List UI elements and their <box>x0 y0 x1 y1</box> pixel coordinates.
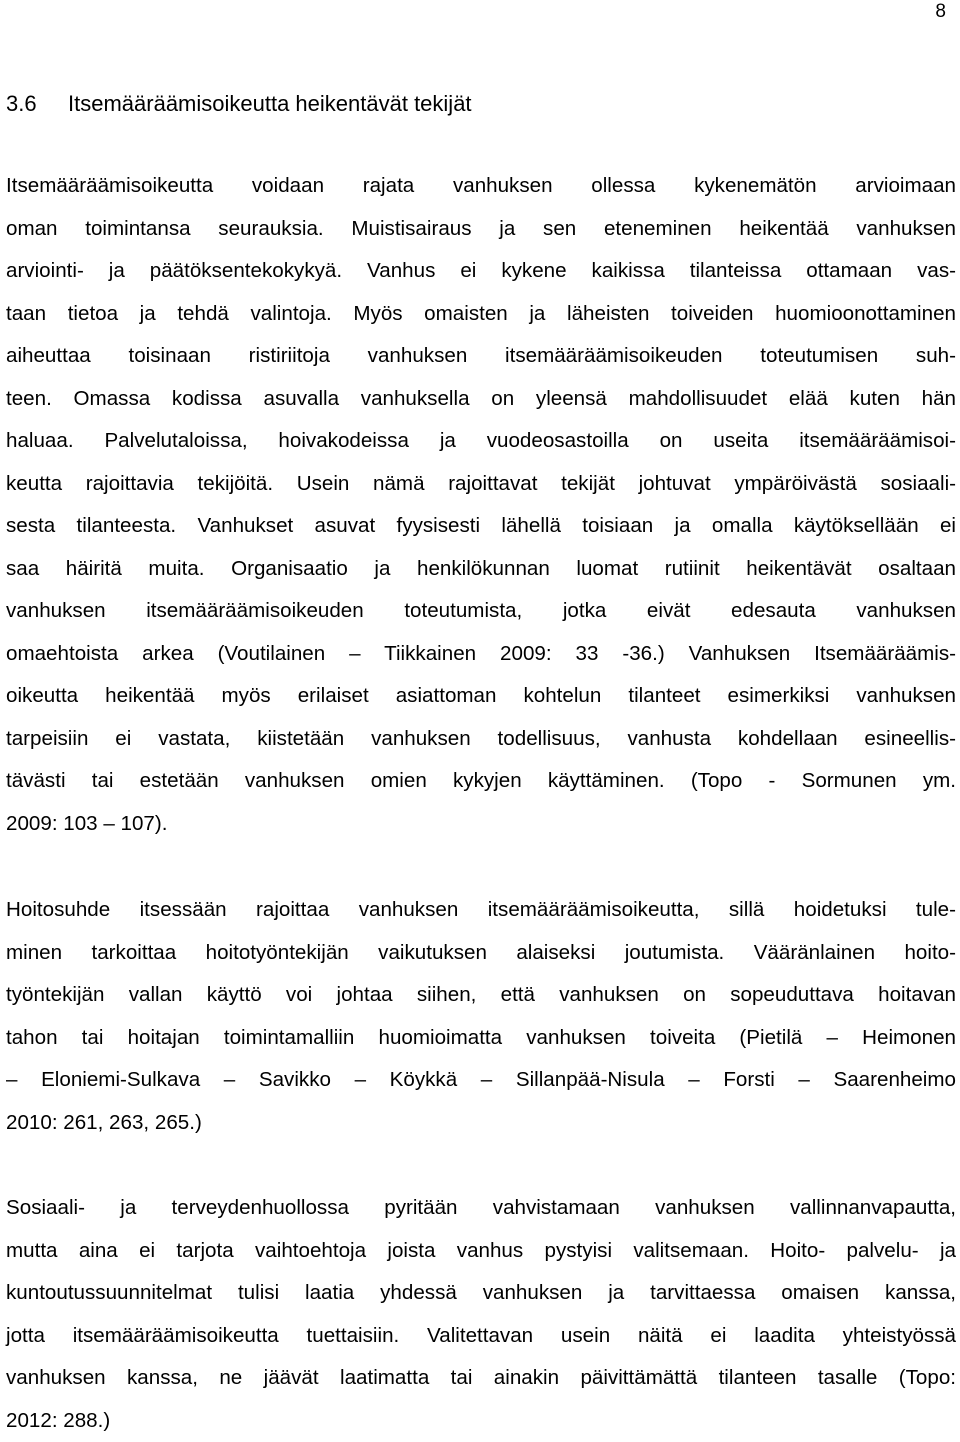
paragraph-3 <box>6 1187 956 1442</box>
text-line: haluaa. Palvelutaloissa, hoivakodeissa ja vuodeosastoilla on useita itsemääräämisoi- <box>6 420 956 463</box>
text-line: mutta aina ei tarjota vaihtoehtoja joista vanhus pystyisi valitsemaan. Hoito- palvelu- ja <box>6 1230 956 1273</box>
text-line: vanhuksen itsemääräämisoikeuden toteutumista, jotka eivät edesauta vanhuksen <box>6 590 956 633</box>
text-line: Hoitosuhde itsessään rajoittaa vanhuksen itsemääräämisoikeutta, sillä hoidetuksi tule- <box>6 889 956 932</box>
text-line: – Eloniemi-Sulkava – Savikko – Köykkä – Sillanpää-Nisula – Forsti – Saarenheimo <box>6 1059 956 1102</box>
text-line: minen tarkoittaa hoitotyöntekijän vaikutuksen alaiseksi joutumista. Vääränlainen hoito- <box>6 932 956 975</box>
paragraph-2 <box>6 889 956 1144</box>
text-line: teen. Omassa kodissa asuvalla vanhuksella on yleensä mahdollisuudet elää kuten hän <box>6 378 956 421</box>
text-line: oman toimintansa seurauksia. Muistisairaus ja sen eteneminen heikentää vanhuksen <box>6 208 956 251</box>
text-line: kuntoutussuunnitelmat tulisi laatia yhdessä vanhuksen ja tarvittaessa omaisen kanssa, <box>6 1272 956 1315</box>
text-line: työntekijän vallan käyttö voi johtaa siihen, että vanhuksen on sopeuduttava hoitavan <box>6 974 956 1017</box>
text-line: tävästi tai estetään vanhuksen omien kykyjen käyttäminen. (Topo - Sormunen ym. <box>6 760 956 803</box>
text-line: tarpeisiin ei vastata, kiistetään vanhuksen todellisuus, vanhusta kohdellaan esineellis- <box>6 718 956 761</box>
text-line: Sosiaali- ja terveydenhuollossa pyritään vahvistamaan vanhuksen vallinnanvapautta, <box>6 1187 956 1230</box>
section-number: 3.6 <box>6 90 68 118</box>
text-line: omaehtoista arkea (Voutilainen – Tiikkainen 2009: 33 -36.) Vanhuksen Itsemääräämis- <box>6 633 956 676</box>
section-title: Itsemääräämisoikeutta heikentävät tekijät <box>68 91 472 116</box>
text-line: saa häiritä muita. Organisaatio ja henkilökunnan luomat rutiinit heikentävät osaltaan <box>6 548 956 591</box>
section-heading <box>6 90 472 118</box>
text-line: tahon tai hoitajan toimintamalliin huomioimatta vanhuksen toiveita (Pietilä – Heimonen <box>6 1017 956 1060</box>
text-line: oikeutta heikentää myös erilaiset asiattoman kohtelun tilanteet esimerkiksi vanhuksen <box>6 675 956 718</box>
text-line: taan tietoa ja tehdä valintoja. Myös omaisten ja läheisten toiveiden huomioonottaminen <box>6 293 956 336</box>
text-line: 2012: 288.) <box>6 1400 956 1442</box>
text-line: arviointi- ja päätöksentekokykyä. Vanhus ei kykene kaikissa tilanteissa ottamaan vas- <box>6 250 956 293</box>
text-line: aiheuttaa toisinaan ristiriitoja vanhuksen itsemääräämisoikeuden toteutumisen suh- <box>6 335 956 378</box>
paragraph-1 <box>6 165 956 845</box>
text-line: keutta rajoittavia tekijöitä. Usein nämä rajoittavat tekijät johtuvat ympäröivästä sosiaali- <box>6 463 956 506</box>
text-line: Itsemääräämisoikeutta voidaan rajata vanhuksen ollessa kykenemätön arvioimaan <box>6 165 956 208</box>
text-line: vanhuksen kanssa, ne jäävät laatimatta tai ainakin päivittämättä tilanteen tasalle (Topo: <box>6 1357 956 1400</box>
text-line: jotta itsemääräämisoikeutta tuettaisiin. Valitettavan usein näitä ei laadita yhteistyössä <box>6 1315 956 1358</box>
text-line: sesta tilanteesta. Vanhukset asuvat fyysisesti lähellä toisiaan ja omalla käytöksellään ei <box>6 505 956 548</box>
text-line: 2010: 261, 263, 265.) <box>6 1102 956 1145</box>
text-line: 2009: 103 – 107). <box>6 803 956 846</box>
page-number: 8 <box>935 0 946 24</box>
